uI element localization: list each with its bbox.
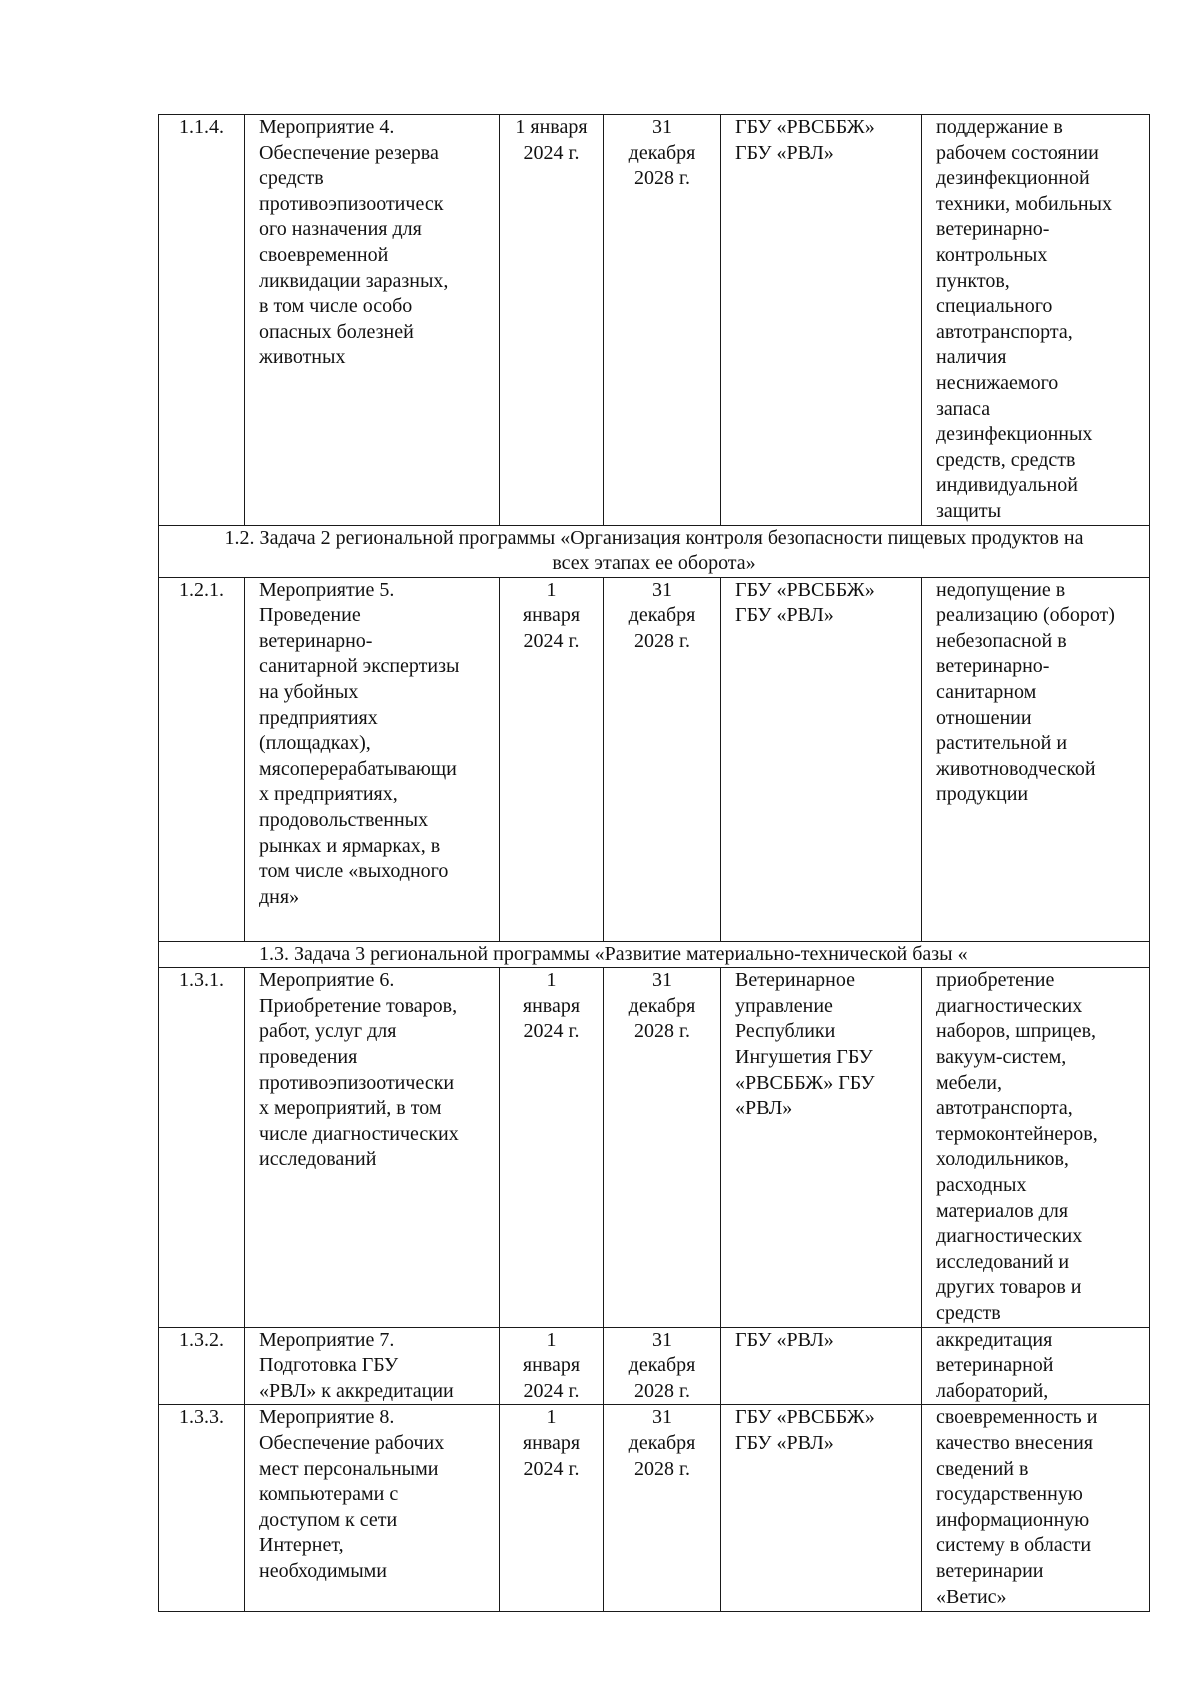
- expected-result-line: рабочем состоянии: [936, 141, 1099, 164]
- executor-line: ГБУ «РВЛ»: [735, 141, 834, 164]
- expected-result-line: «Ветис»: [936, 1585, 1007, 1608]
- expected-result-line: мебели,: [936, 1071, 1003, 1094]
- executor-line: Республики: [735, 1020, 836, 1043]
- expected-result-line: запаса: [936, 397, 991, 420]
- expected-result-line: небезопасной в: [936, 629, 1067, 652]
- start-date-line: 2024 г.: [523, 1379, 580, 1402]
- expected-result-line: сведений в: [936, 1457, 1029, 1480]
- executor: [721, 968, 922, 1327]
- end-date-line: 2028 г.: [634, 1020, 690, 1043]
- task-title-line: 1.3. Задача 3 региональной программы «Развитие материально-технической базы «: [259, 942, 968, 965]
- expected-result-line: ветеринарной: [936, 1354, 1054, 1377]
- start-date-line: 1 января: [515, 116, 588, 138]
- measure-name-line: проведения: [259, 1046, 358, 1069]
- task-title: [159, 525, 1150, 577]
- start-date-line: января: [522, 1431, 581, 1454]
- start-date: [500, 1327, 604, 1405]
- expected-result-line: неснижаемого: [936, 371, 1059, 394]
- measure-name-line: в том числе особо: [259, 295, 413, 318]
- start-date-line: января: [522, 994, 581, 1017]
- start-date-line: января: [522, 604, 581, 627]
- expected-result-line: информационную: [936, 1508, 1090, 1531]
- measure-name-line: противоэпизоотическ: [259, 192, 444, 215]
- end-date: [604, 1327, 721, 1405]
- measure-name-line: компьютерами с: [259, 1483, 399, 1506]
- expected-result: [922, 577, 1150, 941]
- expected-result-line: пунктов,: [936, 269, 1010, 292]
- measure-name-line: Обеспечение рабочих: [259, 1431, 445, 1454]
- end-date-line: 31: [652, 1406, 672, 1429]
- measure-name-line: средств: [259, 167, 324, 190]
- expected-result-line: средств, средств: [936, 448, 1076, 471]
- end-date-line: 2028 г.: [634, 1457, 690, 1480]
- expected-result-line: вакуум-систем,: [936, 1046, 1067, 1069]
- table-row: [159, 577, 1150, 941]
- start-date: [500, 1405, 604, 1612]
- table-row: [159, 1327, 1150, 1405]
- task-header-row: [159, 525, 1150, 577]
- expected-result-line: наборов, шприцев,: [936, 1020, 1097, 1043]
- start-date-line: 1: [546, 578, 557, 601]
- end-date: [604, 1405, 721, 1612]
- measure-name: [245, 1405, 500, 1612]
- measure-name: [245, 968, 500, 1327]
- expected-result-line: автотранспорта,: [936, 1097, 1073, 1120]
- executor-line: ГБУ «РВСББЖ»: [735, 116, 875, 138]
- measure-name: [245, 577, 500, 941]
- expected-result-line: материалов для: [936, 1199, 1069, 1222]
- executor: [721, 1327, 922, 1405]
- expected-result-line: диагностических: [936, 1225, 1083, 1248]
- end-date-line: 31: [652, 578, 672, 601]
- end-date-line: 2028 г.: [634, 1379, 690, 1402]
- measure-name-line: животных: [259, 346, 346, 369]
- expected-result-line: аккредитация: [936, 1328, 1053, 1351]
- expected-result-line: наличия: [936, 346, 1007, 369]
- expected-result-line: ветеринарно-: [936, 655, 1050, 678]
- end-date-line: 31: [652, 116, 672, 138]
- expected-result: [922, 115, 1150, 526]
- executor: [721, 115, 922, 526]
- measure-name-line: противоэпизоотически: [259, 1071, 455, 1094]
- task-title: [159, 941, 1150, 968]
- measure-name-line: Мероприятие 8.: [259, 1406, 395, 1429]
- measure-name: [245, 115, 500, 526]
- measure-name-line: продовольственных: [259, 809, 429, 832]
- measure-name-line: предприятиях: [259, 706, 378, 729]
- measure-name-line: «РВЛ» к аккредитации: [259, 1379, 454, 1402]
- expected-result-line: других товаров и: [936, 1276, 1082, 1299]
- end-date-line: декабря: [628, 141, 696, 164]
- expected-result-line: индивидуальной: [936, 474, 1078, 497]
- measure-name-line: Приобретение товаров,: [259, 994, 458, 1017]
- measure-name-line: Мероприятие 7.: [259, 1328, 395, 1351]
- expected-result-line: реализацию (оборот): [936, 604, 1115, 627]
- end-date-line: декабря: [628, 994, 696, 1017]
- executor: [721, 1405, 922, 1612]
- measure-name-line: Обеспечение резерва: [259, 141, 439, 164]
- measure-name-line: Мероприятие 4.: [259, 116, 395, 138]
- measure-name-line: на убойных: [259, 681, 359, 704]
- executor-line: ГБУ «РВЛ»: [735, 1431, 834, 1454]
- expected-result-line: техники, мобильных: [936, 192, 1112, 215]
- measure-name-line: ветеринарно-: [259, 629, 373, 652]
- executor-line: Ингушетия ГБУ: [735, 1046, 873, 1069]
- executor-line: ГБУ «РВЛ»: [735, 1328, 834, 1351]
- task-title-line: 1.2. Задача 2 региональной программы «Организация контроля безопасности пищевых продуктов на: [224, 526, 1084, 549]
- end-date-line: 31: [652, 969, 672, 992]
- start-date-line: 1: [546, 1406, 557, 1429]
- expected-result-line: специального: [936, 295, 1053, 318]
- measure-name-line: рынках и ярмарках, в: [259, 834, 441, 857]
- end-date-line: 2028 г.: [634, 629, 690, 652]
- table-row: [159, 968, 1150, 1327]
- measure-name-line: х мероприятий, в том: [259, 1097, 442, 1120]
- measure-name-line: х предприятиях,: [259, 783, 398, 806]
- table-row: [159, 1405, 1150, 1612]
- measure-name-line: Мероприятие 5.: [259, 578, 395, 601]
- end-date: [604, 968, 721, 1327]
- end-date: [604, 577, 721, 941]
- measure-name-line: Проведение: [259, 604, 361, 627]
- measure-name-line: опасных болезней: [259, 320, 414, 343]
- end-date-line: 31: [652, 1328, 672, 1351]
- expected-result-line: санитарном: [936, 681, 1037, 704]
- measure-name-line: доступом к сети: [259, 1508, 398, 1531]
- start-date-line: 2024 г.: [523, 1457, 580, 1480]
- expected-result-line: дезинфекционной: [936, 167, 1090, 190]
- end-date-line: декабря: [628, 604, 696, 627]
- expected-result-line: контрольных: [936, 243, 1048, 266]
- executor: [721, 577, 922, 941]
- measure-name-line: числе диагностических: [259, 1122, 459, 1145]
- expected-result-line: исследований и: [936, 1250, 1070, 1273]
- table-row: [159, 115, 1150, 526]
- expected-result-line: растительной и: [936, 732, 1068, 755]
- measure-name-line: дня»: [259, 885, 300, 908]
- measure-name-line: мест персональными: [259, 1457, 439, 1480]
- row-number: 1.3.1.: [159, 968, 245, 1327]
- expected-result-line: ветеринарно-: [936, 218, 1050, 241]
- start-date-line: 2024 г.: [523, 141, 580, 164]
- expected-result: [922, 968, 1150, 1327]
- expected-result-line: диагностических: [936, 994, 1083, 1017]
- expected-result-line: качество внесения: [936, 1431, 1093, 1454]
- start-date: [500, 968, 604, 1327]
- start-date-line: 2024 г.: [523, 629, 580, 652]
- end-date-line: декабря: [628, 1431, 696, 1454]
- measure-name-line: санитарной экспертизы: [259, 655, 460, 678]
- task-title-line: всех этапах ее оборота»: [552, 552, 756, 575]
- expected-result-line: отношении: [936, 706, 1032, 729]
- expected-result-line: систему в области: [936, 1534, 1092, 1557]
- measure-name-line: Подготовка ГБУ: [259, 1354, 399, 1377]
- row-number: 1.1.4.: [159, 115, 245, 526]
- table-body: [159, 115, 1150, 1612]
- start-date-line: 2024 г.: [523, 1020, 580, 1043]
- expected-result-line: ветеринарии: [936, 1559, 1044, 1582]
- row-number: 1.2.1.: [159, 577, 245, 941]
- program-measures-table: [158, 114, 1150, 1612]
- executor-line: Ветеринарное: [735, 969, 855, 992]
- expected-result-line: защиты: [936, 499, 1002, 522]
- measure-name-line: (площадках),: [259, 732, 371, 755]
- end-date: [604, 115, 721, 526]
- measure-name-line: том числе «выходного: [259, 860, 449, 883]
- measure-name-line: необходимыми: [259, 1559, 387, 1582]
- measure-name-line: Интернет,: [259, 1534, 344, 1557]
- expected-result-line: приобретение: [936, 969, 1055, 992]
- measure-name-line: ликвидации заразных,: [259, 269, 449, 292]
- executor-line: «РВСББЖ» ГБУ: [735, 1071, 875, 1094]
- end-date-line: 2028 г.: [634, 167, 690, 190]
- row-number: 1.3.2.: [159, 1327, 245, 1405]
- start-date: [500, 115, 604, 526]
- executor-line: ГБУ «РВСББЖ»: [735, 578, 875, 601]
- measure-name-line: Мероприятие 6.: [259, 969, 395, 992]
- executor-line: ГБУ «РВСББЖ»: [735, 1406, 875, 1429]
- executor-line: ГБУ «РВЛ»: [735, 604, 834, 627]
- expected-result-line: дезинфекционных: [936, 423, 1093, 446]
- measure-name: [245, 1327, 500, 1405]
- task-header-row: [159, 941, 1150, 968]
- measure-name-line: работ, услуг для: [259, 1020, 397, 1043]
- start-date-line: 1: [546, 969, 557, 992]
- executor-line: управление: [735, 994, 833, 1017]
- measure-name-line: исследований: [259, 1148, 377, 1171]
- executor-line: «РВЛ»: [735, 1097, 793, 1120]
- expected-result-line: продукции: [936, 783, 1029, 806]
- end-date-line: декабря: [628, 1354, 696, 1377]
- expected-result-line: автотранспорта,: [936, 320, 1073, 343]
- expected-result-line: лабораторий,: [936, 1379, 1049, 1402]
- expected-result-line: государственную: [936, 1483, 1083, 1506]
- expected-result-line: холодильников,: [936, 1148, 1069, 1171]
- expected-result-line: средств: [936, 1302, 1001, 1324]
- start-date-line: 1: [546, 1328, 557, 1351]
- start-date-line: января: [522, 1354, 581, 1377]
- measure-name-line: своевременной: [259, 243, 389, 266]
- expected-result: [922, 1327, 1150, 1405]
- measure-name-line: ого назначения для: [259, 218, 422, 241]
- row-number: 1.3.3.: [159, 1405, 245, 1612]
- start-date: [500, 577, 604, 941]
- expected-result-line: своевременность и: [936, 1406, 1098, 1429]
- expected-result-line: недопущение в: [936, 578, 1066, 601]
- expected-result-line: поддержание в: [936, 116, 1063, 138]
- expected-result-line: животноводческой: [936, 757, 1096, 780]
- expected-result: [922, 1405, 1150, 1612]
- measure-name-line: мясоперерабатывающи: [259, 757, 457, 780]
- expected-result-line: термоконтейнеров,: [936, 1122, 1098, 1145]
- expected-result-line: расходных: [936, 1174, 1027, 1197]
